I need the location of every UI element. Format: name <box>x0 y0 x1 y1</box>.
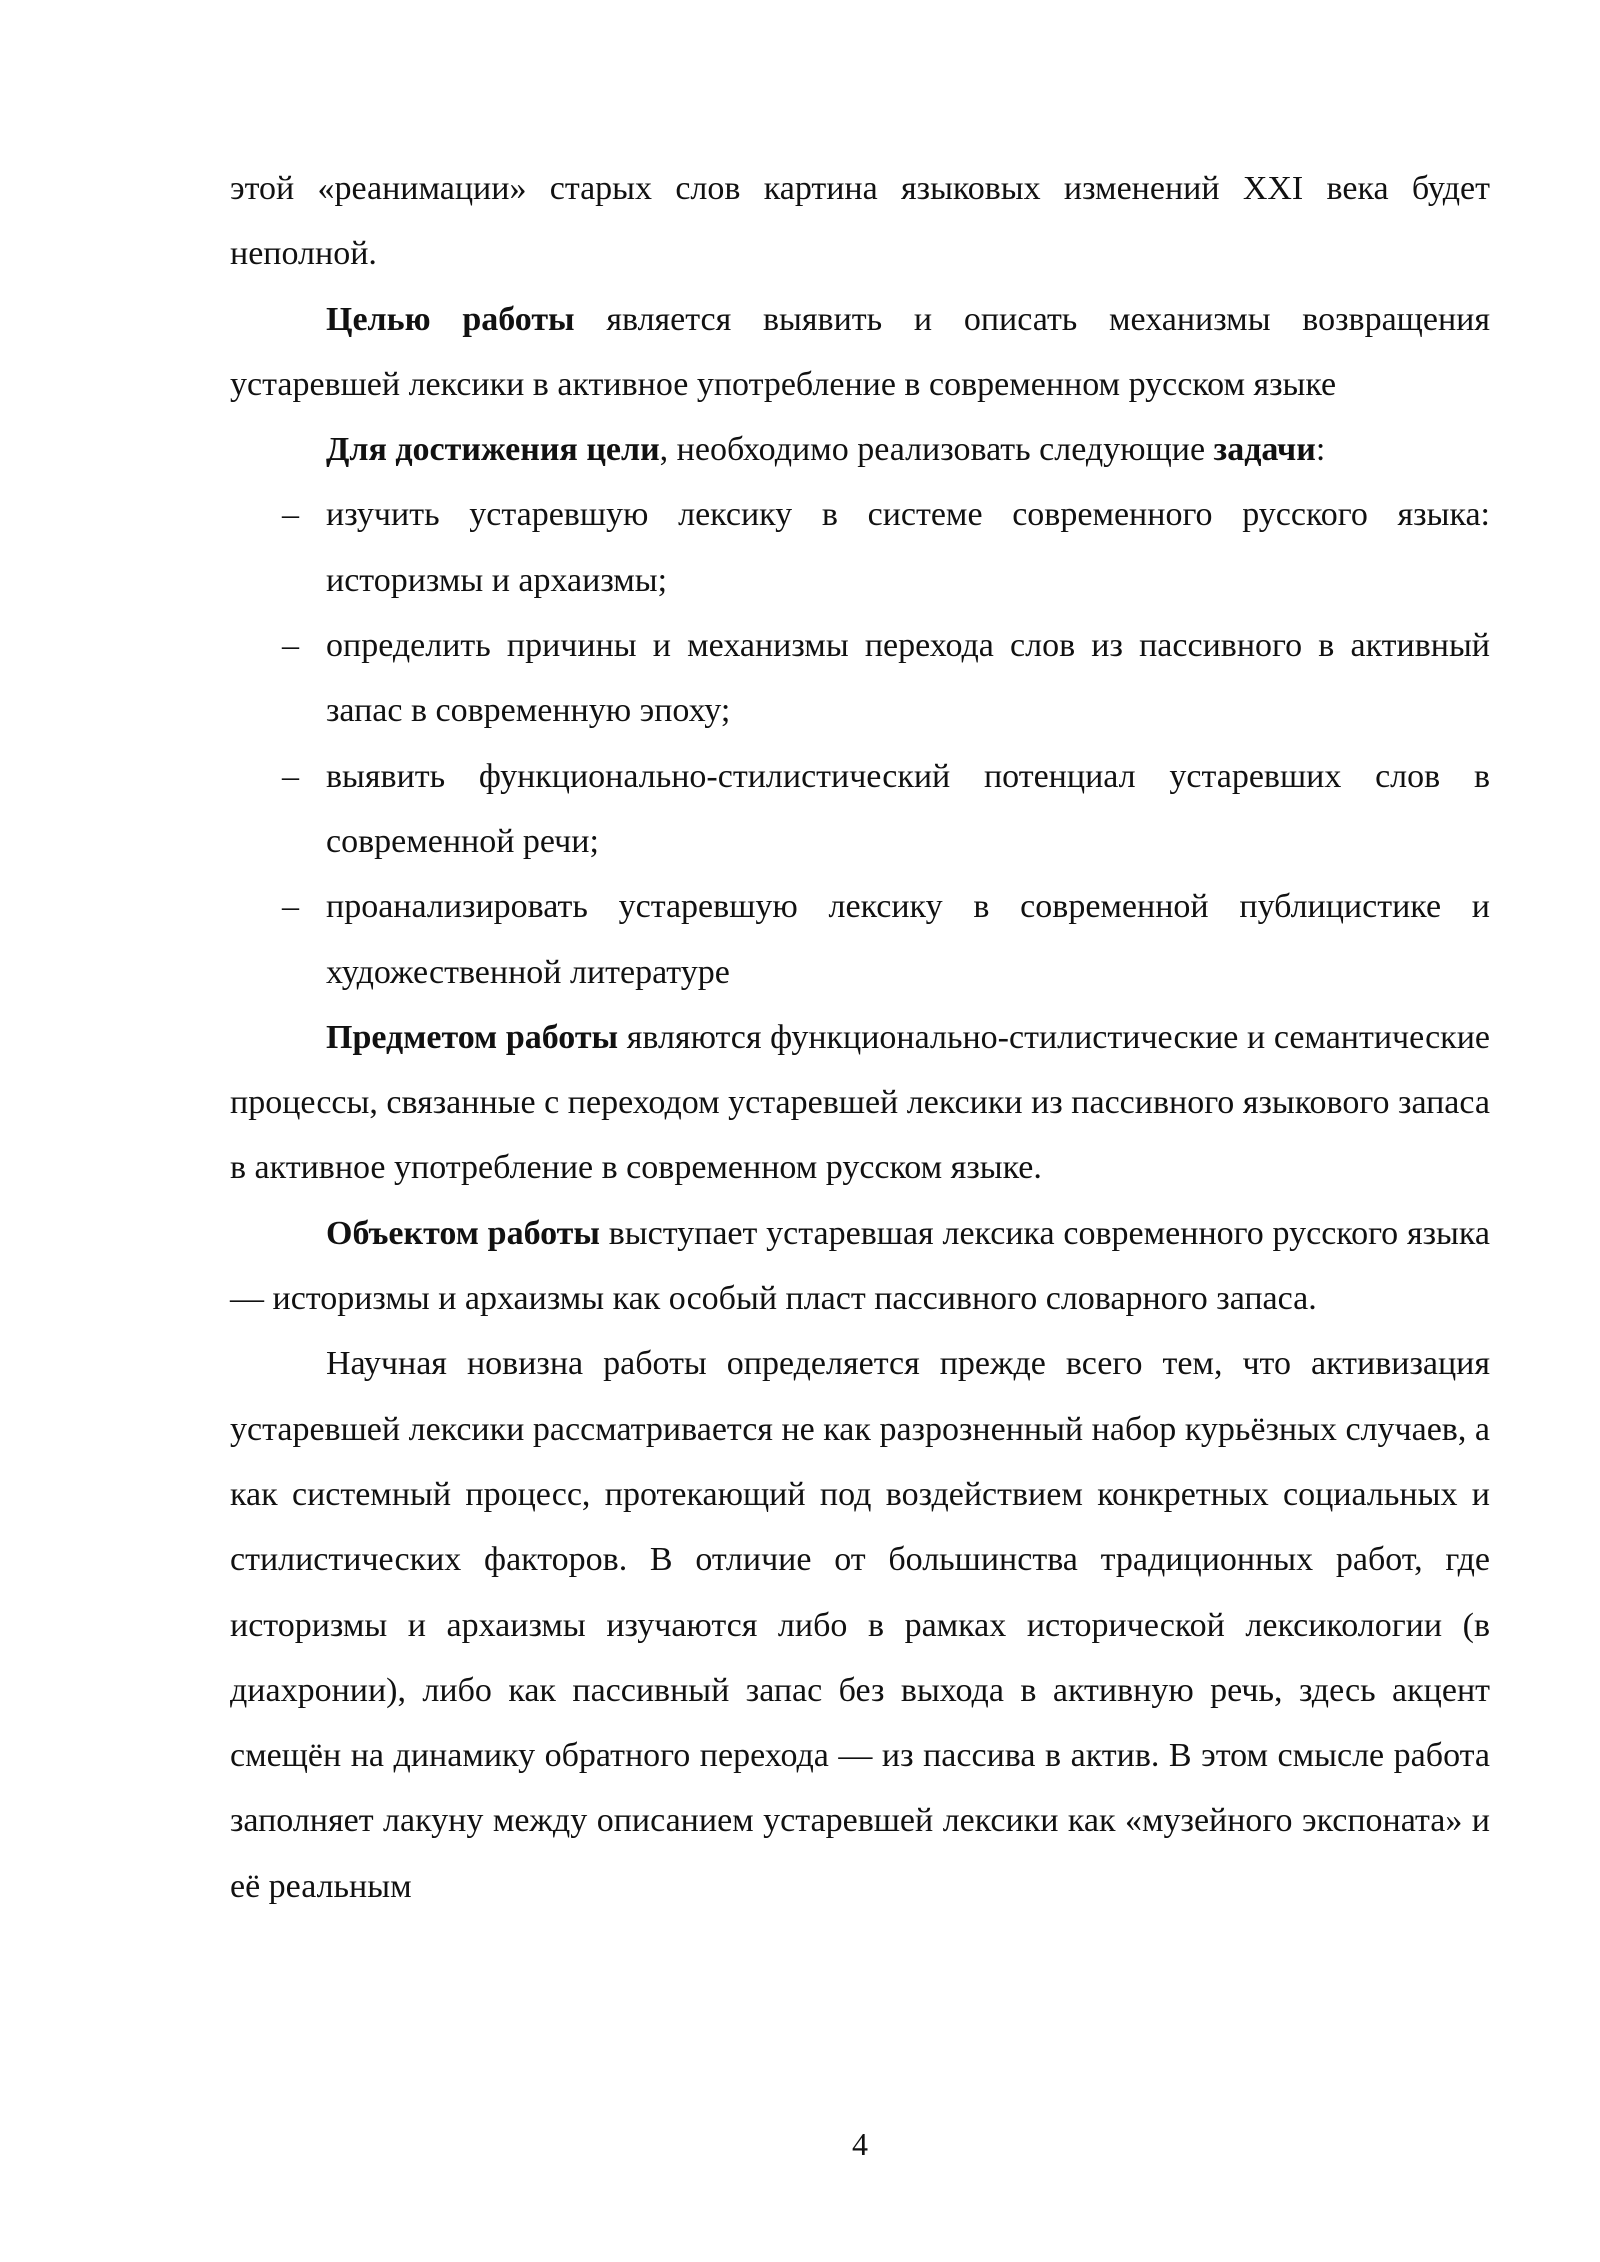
subject-text: являются функционально-стилистические и семантические процессы, связанные с переходом устаревшей лексики из пассивного языкового запаса в активное употребление в современном русском языке. <box>230 1018 1490 1187</box>
list-dash-marker: – <box>282 757 299 795</box>
tasks-heading: Для достижения цели <box>326 431 660 469</box>
paragraph-novelty <box>230 1331 1490 1919</box>
subject-heading: Предметом работы <box>326 1018 619 1056</box>
paragraph-subject <box>230 1005 1490 1201</box>
list-dash-marker: – <box>282 627 299 665</box>
list-item-text: проанализировать устаревшую лексику в современной публицистике и художественной литературе <box>326 888 1490 991</box>
object-heading: Объектом работы <box>326 1214 600 1252</box>
list-dash-marker: – <box>282 888 299 926</box>
goal-text: является выявить и описать механизмы возвращения устаревшей лексики в активное употребление в современном русском языке <box>230 300 1490 403</box>
list-item-text: выявить функционально-стилистический потенциал устаревших слов в современной речи; <box>326 757 1490 860</box>
tasks-colon: : <box>1315 431 1326 469</box>
paragraph-intro-text: этой «реанимации» старых слов картина языковых изменений XXI века будет неполной. <box>230 170 1490 273</box>
tasks-text: , необходимо реализовать следующие <box>659 431 1214 469</box>
document-page <box>230 156 1490 1919</box>
list-item <box>230 874 1490 1005</box>
novelty-text: Научная новизна работы определяется прежде всего тем, что активизация устаревшей лексики рассматривается не как разрозненный набор курьёзных случаев, а как системный процесс, протекающий под воздействием конкретных социальных и стилистических факторов. В отличие от большинства традиционных работ, где историзмы и архаизмы изучаются либо в рамках исторической лексикологии (в диахронии), либо как пассивный запас без выхода в активную речь, здесь акцент смещён на динамику обратного перехода — из пассива в актив. В этом смысле работа заполняет лакуну между описанием устаревшей лексики как «музейного экспоната» и её реальным <box>230 1345 1490 1905</box>
list-dash-marker: – <box>282 496 299 534</box>
list-item <box>230 482 1490 613</box>
paragraph-goal <box>230 287 1490 418</box>
goal-heading: Целью работы <box>326 300 575 338</box>
object-text: выступает устаревшая лексика современного русского языка — историзмы и архаизмы как особый пласт пассивного словарного запаса. <box>230 1214 1490 1318</box>
paragraph-object <box>230 1201 1490 1332</box>
tasks-keyword: задачи <box>1213 431 1316 469</box>
paragraph-intro <box>230 156 1490 287</box>
tasks-list <box>230 482 1490 1004</box>
list-item-text: определить причины и механизмы перехода слов из пассивного в активный запас в современную эпоху; <box>326 627 1490 730</box>
list-item <box>230 744 1490 875</box>
list-item <box>230 613 1490 744</box>
paragraph-tasks <box>230 417 1490 482</box>
page-number: 4 <box>852 2126 868 2162</box>
list-item-text: изучить устаревшую лексику в системе современного русского языка: историзмы и архаизмы; <box>326 496 1490 599</box>
